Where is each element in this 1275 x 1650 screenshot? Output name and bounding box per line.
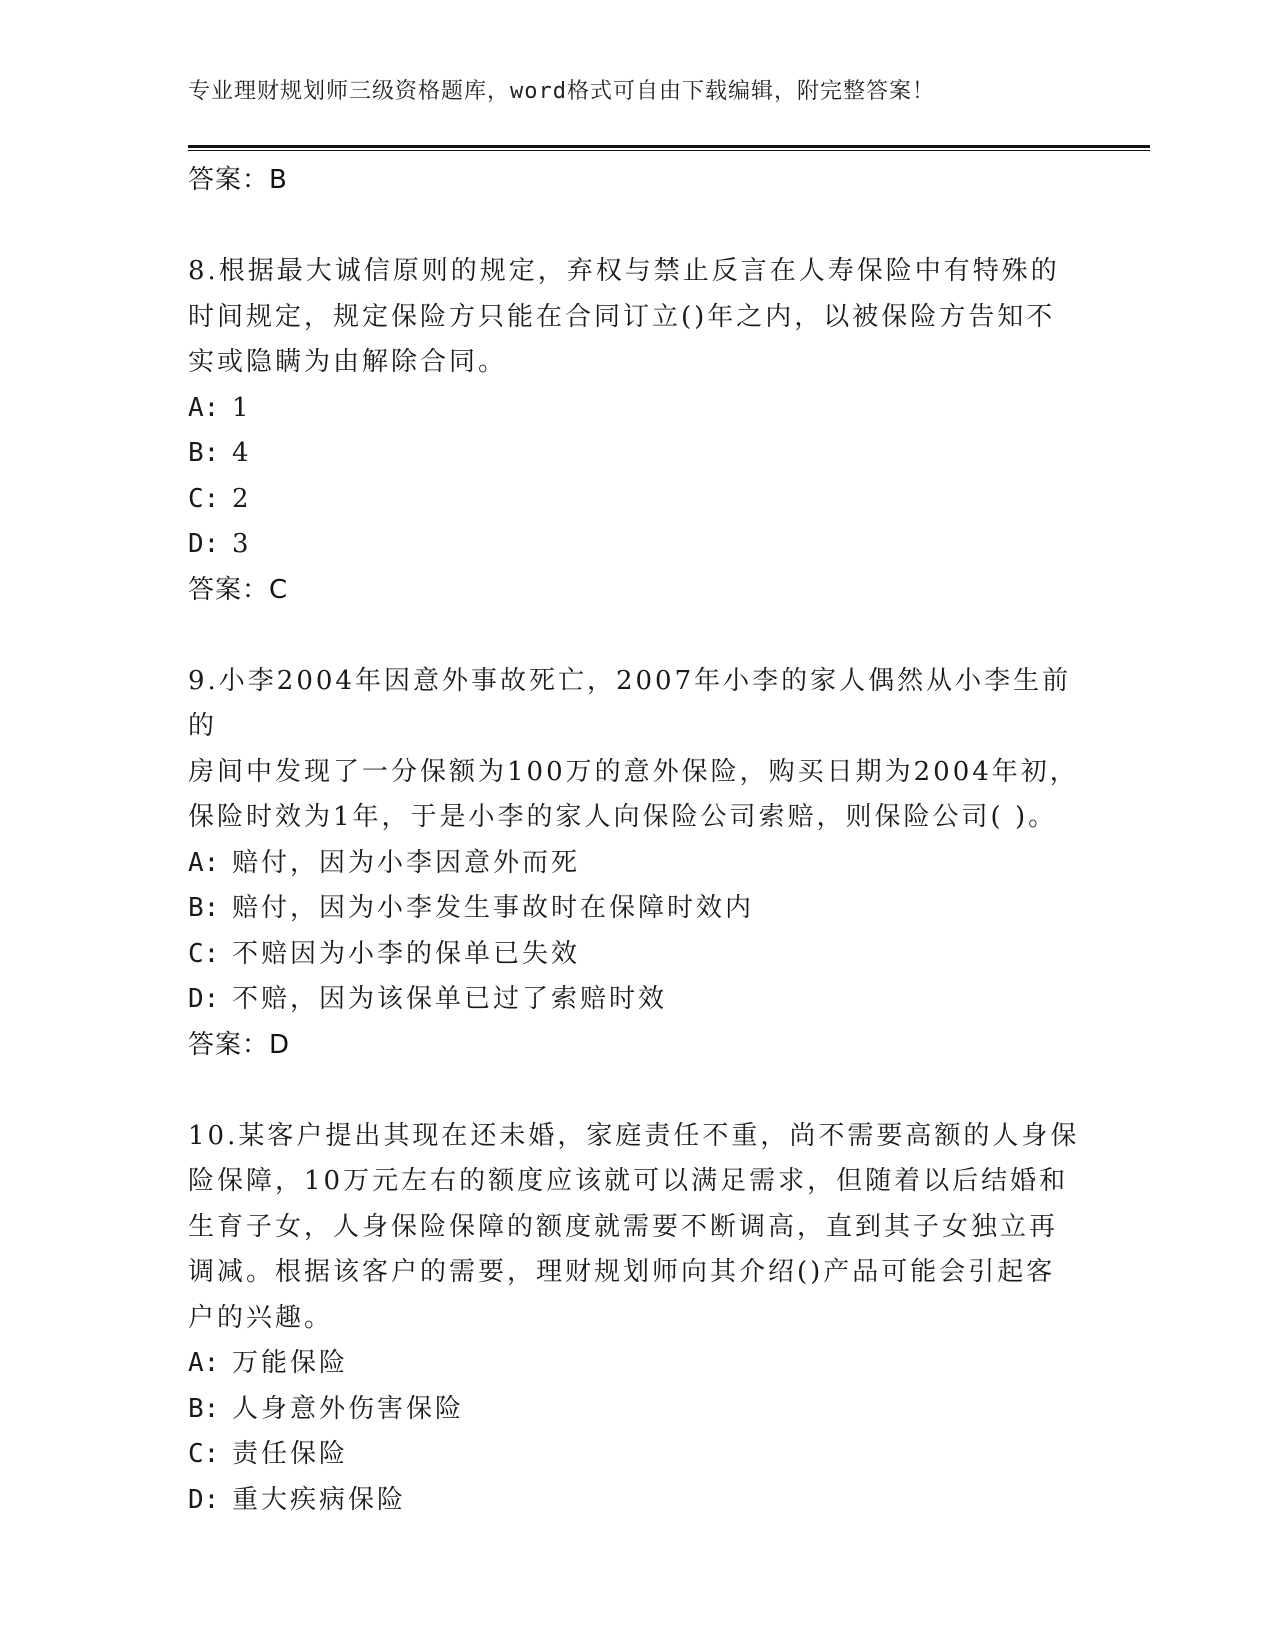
option-text: 2: [232, 483, 252, 514]
q9-option-b: [188, 886, 1088, 932]
q8-option-b: [188, 431, 1088, 477]
question-10-line-1: 10.某客户提出其现在还未婚，家庭责任不重，尚不需要高额的人身保: [188, 1120, 1080, 1151]
option-letter: D:: [188, 1484, 220, 1515]
question-10-line-3: 生育子女，人身保险保障的额度就需要不断调高，直到其子女独立再: [188, 1211, 1059, 1242]
q8-option-d: [188, 522, 1088, 568]
answer-previous: 答案：B: [188, 165, 288, 195]
option-text: 4: [232, 438, 252, 468]
question-8-line-3: 实或隐瞒为由解除合同。: [188, 347, 508, 377]
option-letter: C:: [188, 483, 220, 514]
question-9-line-3: 保险时效为1年，于是小李的家人向保险公司索赔，则保险公司( )。: [188, 802, 1058, 832]
q8-answer: 答案：C: [188, 574, 289, 605]
q10-option-c: [188, 1432, 1088, 1478]
option-letter: B:: [188, 438, 220, 468]
option-letter: A:: [188, 847, 220, 878]
question-10-line-4: 调减。根据该客户的需要，理财规划师向其介绍()产品可能会引起客: [188, 1257, 1056, 1287]
option-letter: C:: [188, 1439, 220, 1469]
option-text: 万能保险: [232, 1348, 349, 1378]
q10-option-d: [188, 1478, 1088, 1524]
option-text: 人身意外伤害保险: [232, 1393, 465, 1424]
question-10-line-5: 户的兴趣。: [188, 1302, 334, 1333]
option-text: 3: [232, 529, 252, 559]
question-9-line-2: 房间中发现了一分保额为100万的意外保险，购买日期为2004年初，: [188, 756, 1079, 787]
q10-option-b: [188, 1387, 1088, 1433]
document-body: [188, 158, 1088, 1523]
option-letter: A:: [188, 1348, 220, 1378]
q8-option-a: [188, 386, 1088, 432]
q8-option-c: [188, 477, 1088, 523]
q9-option-c: [188, 932, 1088, 978]
question-8: [188, 249, 1088, 386]
option-letter: B:: [188, 1393, 220, 1424]
option-text: 赔付，因为小李发生事故时在保障时效内: [232, 893, 755, 923]
option-text: 不赔，因为该保单已过了索赔时效: [232, 984, 668, 1014]
question-8-line-1: 8.根据最大诚信原则的规定，弃权与禁止反言在人寿保险中有特殊的: [188, 256, 1060, 286]
option-text: 赔付，因为小李因意外而死: [232, 847, 581, 878]
option-letter: B:: [188, 893, 220, 923]
q10-option-a: [188, 1341, 1088, 1387]
q9-option-a: [188, 841, 1088, 887]
option-text: 1: [232, 392, 252, 423]
option-letter: C:: [188, 938, 220, 969]
header-rule-thin: [188, 150, 1150, 151]
header-rule-thick: [188, 145, 1150, 148]
q9-answer: 答案：D: [188, 1029, 291, 1060]
question-9: [188, 659, 1088, 841]
question-9-line-1: 9.小李2004年因意外事故死亡，2007年小李的家人偶然从小李生前的: [188, 665, 1072, 741]
option-text: 责任保险: [232, 1439, 349, 1469]
page-header: 专业理财规划师三级资格题库，word格式可自由下载编辑，附完整答案！: [188, 79, 935, 104]
question-10-line-2: 险保障，10万元左右的额度应该就可以满足需求，但随着以后结婚和: [188, 1166, 1069, 1196]
option-text: 不赔因为小李的保单已失效: [232, 938, 581, 969]
question-8-line-2: 时间规定，规定保险方只能在合同订立()年之内，以被保险方告知不: [188, 301, 1056, 332]
option-letter: D:: [188, 984, 220, 1014]
question-10: [188, 1114, 1088, 1342]
option-text: 重大疾病保险: [232, 1484, 407, 1515]
option-letter: D:: [188, 529, 220, 559]
option-letter: A:: [188, 392, 220, 423]
q9-option-d: [188, 977, 1088, 1023]
